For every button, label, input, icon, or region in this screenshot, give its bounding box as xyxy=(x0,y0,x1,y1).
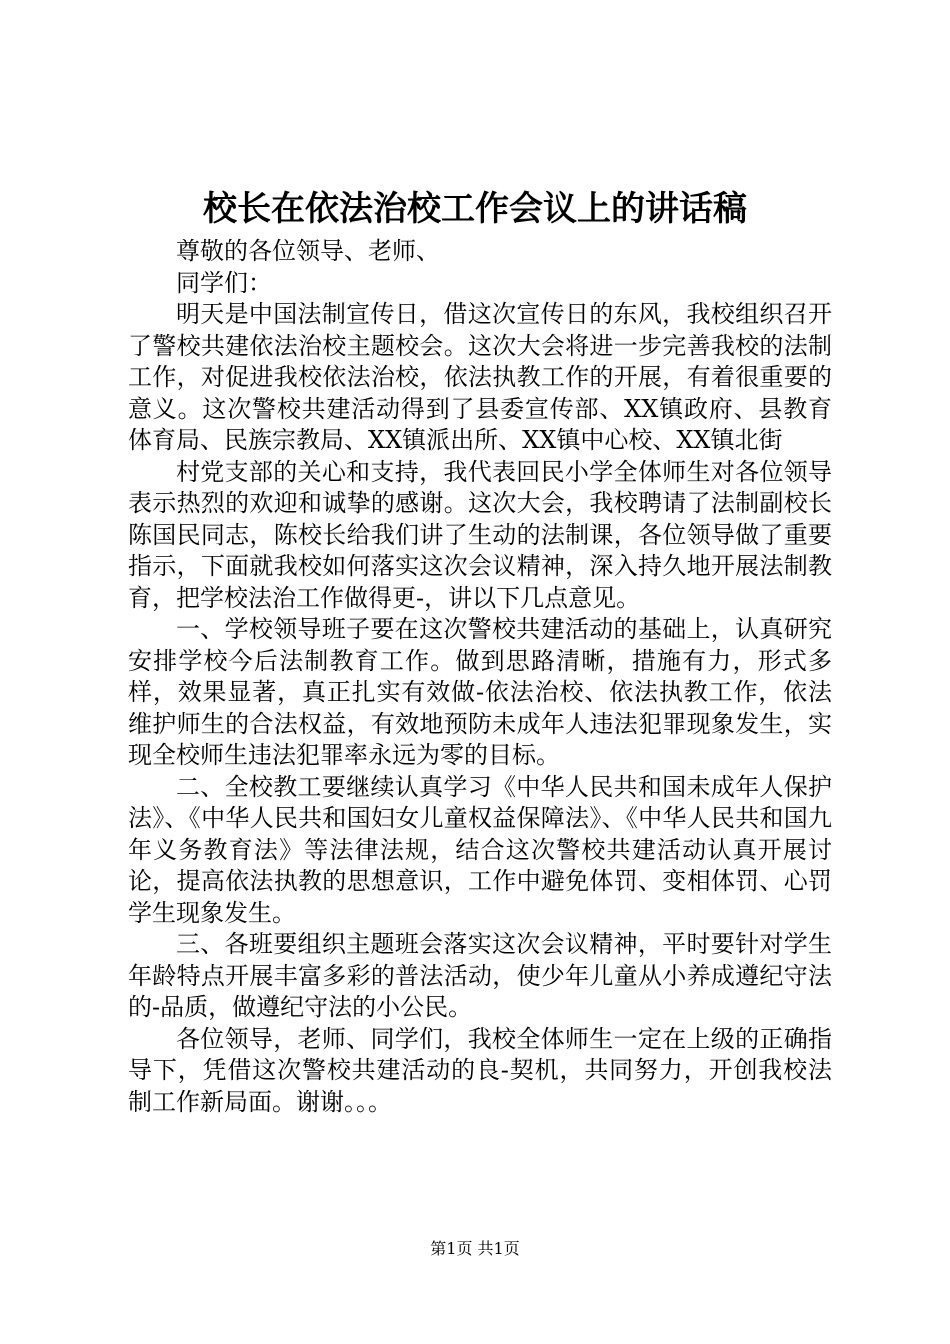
salutation-line-2: 同学们： xyxy=(176,268,272,297)
paragraph-point-2: 二、全校教工要继续认真学习《中华人民共和国未成年人保护法》、《中华人民共和国妇女儿童权益保障法》、《中华人民共和国九年义务教育法》等法律法规，结合这次警校共建活动认真开展讨论，提高依法执教的思想意识，工作中避免体罚、变相体罚、心罚学生现象发生。 xyxy=(128,772,832,927)
paragraph-intro: 明天是中国法制宣传日，借这次宣传日的东风，我校组织召开了警校共建依法治校主题校会。这次大会将进一步完善我校的法制工作，对促进我校依法治校，依法执教工作的开展，有着很重要的意义。这次警校共建活动得到了县委宣传部、XX镇政府、县教育体育局、民族宗教局、XX镇派出所、XX镇中心校、XX镇北街 xyxy=(128,300,832,454)
document-body xyxy=(128,236,832,1118)
paragraph-point-1: 一、学校领导班子要在这次警校共建活动的基础上，认真研究安排学校今后法制教育工作。做到思路清晰，措施有力，形式多样，效果显著，真正扎实有效做-依法治校、依法执教工作，依法维护师生的合法权益，有效地预防未成年人违法犯罪现象发生，实现全校师生违法犯罪率永远为零的目标。 xyxy=(128,615,832,769)
page-footer: 第1页 共1页 xyxy=(430,1239,520,1258)
paragraph-closing: 各位领导，老师、同学们，我校全体师生一定在上级的正确指导下，凭借这次警校共建活动的良-契机，共同努力，开创我校法制工作新局面。谢谢。。。 xyxy=(128,1024,832,1116)
paragraph-thanks: 村党支部的关心和支持，我代表回民小学全体师生对各位领导表示热烈的欢迎和诚挚的感谢。这次大会，我校聘请了法制副校长陈国民同志，陈校长给我们讲了生动的法制课，各位领导做了重要指示，下面就我校如何落实这次会议精神，深入持久地开展法制教育，把学校法治工作做得更-，讲以下几点意见。 xyxy=(128,457,832,612)
paragraph-point-3: 三、各班要组织主题班会落实这次会议精神，平时要针对学生年龄特点开展丰富多彩的普法活动，使少年儿童从小养成遵纪守法的-品质，做遵纪守法的小公民。 xyxy=(128,930,832,1021)
salutation-line-1: 尊敬的各位领导、老师、 xyxy=(176,237,440,265)
document-title: 校长在依法治校工作会议上的讲话稿 xyxy=(203,189,747,229)
